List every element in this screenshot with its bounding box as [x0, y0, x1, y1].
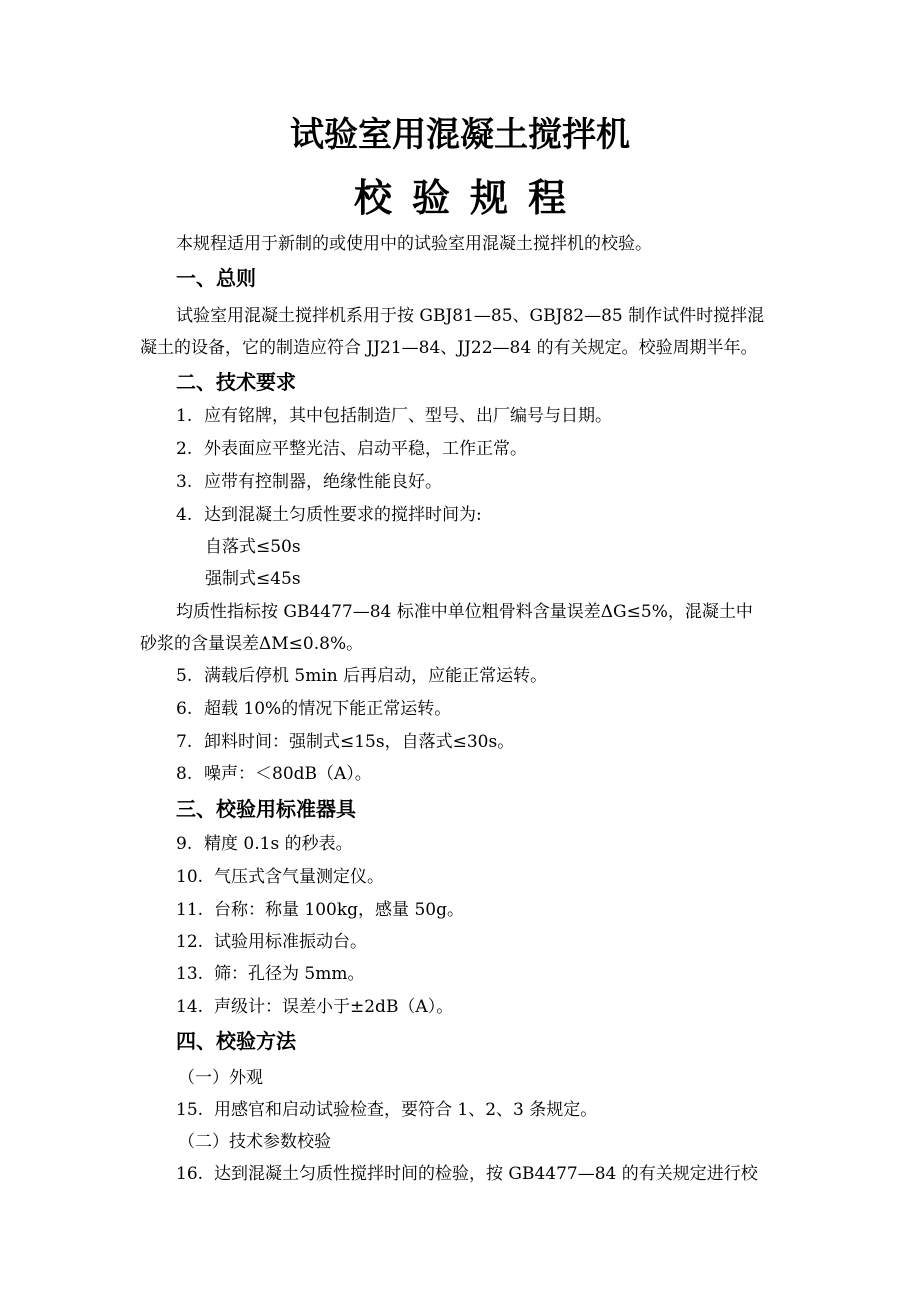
- section-heading-general: 一、总则: [176, 266, 256, 290]
- list-item: [176, 865, 384, 889]
- item-text: 声级计：误差小于±2dB（A）。: [214, 997, 454, 1017]
- list-item: [176, 503, 482, 527]
- list-item: [176, 470, 442, 494]
- item-text: 超载 10%的情况下能正常运转。: [204, 699, 452, 719]
- scope-paragraph: 本规程适用于新制的或使用中的试验室用混凝土搅拌机的校验。: [176, 234, 652, 254]
- item-text: 应有铭牌，其中包括制造厂、型号、出厂编号与日期。: [204, 406, 612, 426]
- item-text: 筛：孔径为 5mm。: [214, 964, 365, 984]
- list-item: [176, 930, 367, 954]
- list-item: [176, 730, 514, 754]
- section-heading-method: 四、校验方法: [176, 1029, 296, 1053]
- list-item: [176, 1162, 758, 1186]
- list-item: [176, 664, 547, 688]
- item-number: 7.: [176, 732, 193, 752]
- item-number: 16.: [176, 1164, 204, 1184]
- general-paragraph-line: 试验室用混凝土搅拌机系用于按 GBJ81—85、GBJ82—85 制作试件时搅拌混: [176, 306, 765, 326]
- list-item: [176, 762, 372, 786]
- document-subtitle: 校验规程: [353, 176, 586, 220]
- mix-time-forced: 强制式≤45s: [205, 569, 301, 589]
- list-item: [176, 404, 612, 428]
- item-number: 13.: [176, 964, 204, 984]
- item-number: 15.: [176, 1100, 204, 1120]
- mix-time-free-fall: 自落式≤50s: [205, 537, 301, 557]
- item-text: 满载后停机 5min 后再启动，应能正常运转。: [204, 666, 548, 686]
- list-item: [176, 697, 451, 721]
- item-text: 卸料时间：强制式≤15s，自落式≤30s。: [204, 732, 515, 752]
- subsection-heading-parameters: （二）技术参数校验: [178, 1132, 331, 1152]
- item-text: 台称：称量 100kg，感量 50g。: [214, 900, 464, 920]
- list-item: [176, 898, 464, 922]
- item-text: 精度 0.1s 的秒表。: [204, 834, 353, 854]
- item-text: 试验用标准振动台。: [214, 932, 367, 952]
- list-item: [176, 962, 364, 986]
- item-number: 6.: [176, 699, 193, 719]
- item-number: 14.: [176, 997, 204, 1017]
- item-text: 外表面应平整光洁、启动平稳，工作正常。: [204, 439, 527, 459]
- item-number: 8.: [176, 764, 193, 784]
- item-number: 2.: [176, 439, 193, 459]
- list-item: [176, 1098, 597, 1122]
- item-text: 气压式含气量测定仪。: [214, 867, 384, 887]
- section-heading-requirements: 二、技术要求: [176, 370, 296, 394]
- list-item: [176, 832, 353, 856]
- item-text: 达到混凝土匀质性搅拌时间的检验，按 GB4477—84 的有关规定进行校: [214, 1164, 758, 1184]
- uniformity-paragraph-line: 砂浆的含量误差ΔM≤0.8%。: [140, 634, 364, 654]
- item-text: 达到混凝土匀质性要求的搅拌时间为:: [204, 505, 482, 525]
- list-item: [176, 995, 453, 1019]
- item-text: 用感官和启动试验检查，要符合 1、2、3 条规定。: [214, 1100, 598, 1120]
- item-number: 1.: [176, 406, 193, 426]
- section-heading-instruments: 三、校验用标准器具: [176, 797, 356, 821]
- list-item: [176, 437, 527, 461]
- subsection-heading-appearance: （一）外观: [178, 1068, 263, 1088]
- item-number: 5.: [176, 666, 193, 686]
- item-number: 11.: [176, 900, 204, 920]
- item-number: 12.: [176, 932, 204, 952]
- item-text: 噪声：＜80dB（A）。: [204, 764, 372, 784]
- item-text: 应带有控制器，绝缘性能良好。: [204, 472, 442, 492]
- item-number: 10.: [176, 867, 204, 887]
- item-number: 3.: [176, 472, 193, 492]
- item-number: 9.: [176, 834, 193, 854]
- item-number: 4.: [176, 505, 193, 525]
- general-paragraph-line: 凝土的设备，它的制造应符合 JJ21—84、JJ22—84 的有关规定。校验周期半年。: [140, 338, 758, 358]
- document-title: 试验室用混凝土搅拌机: [290, 115, 630, 155]
- uniformity-paragraph-line: 均质性指标按 GB4477—84 标准中单位粗骨料含量误差ΔG≤5%，混凝土中: [176, 602, 753, 622]
